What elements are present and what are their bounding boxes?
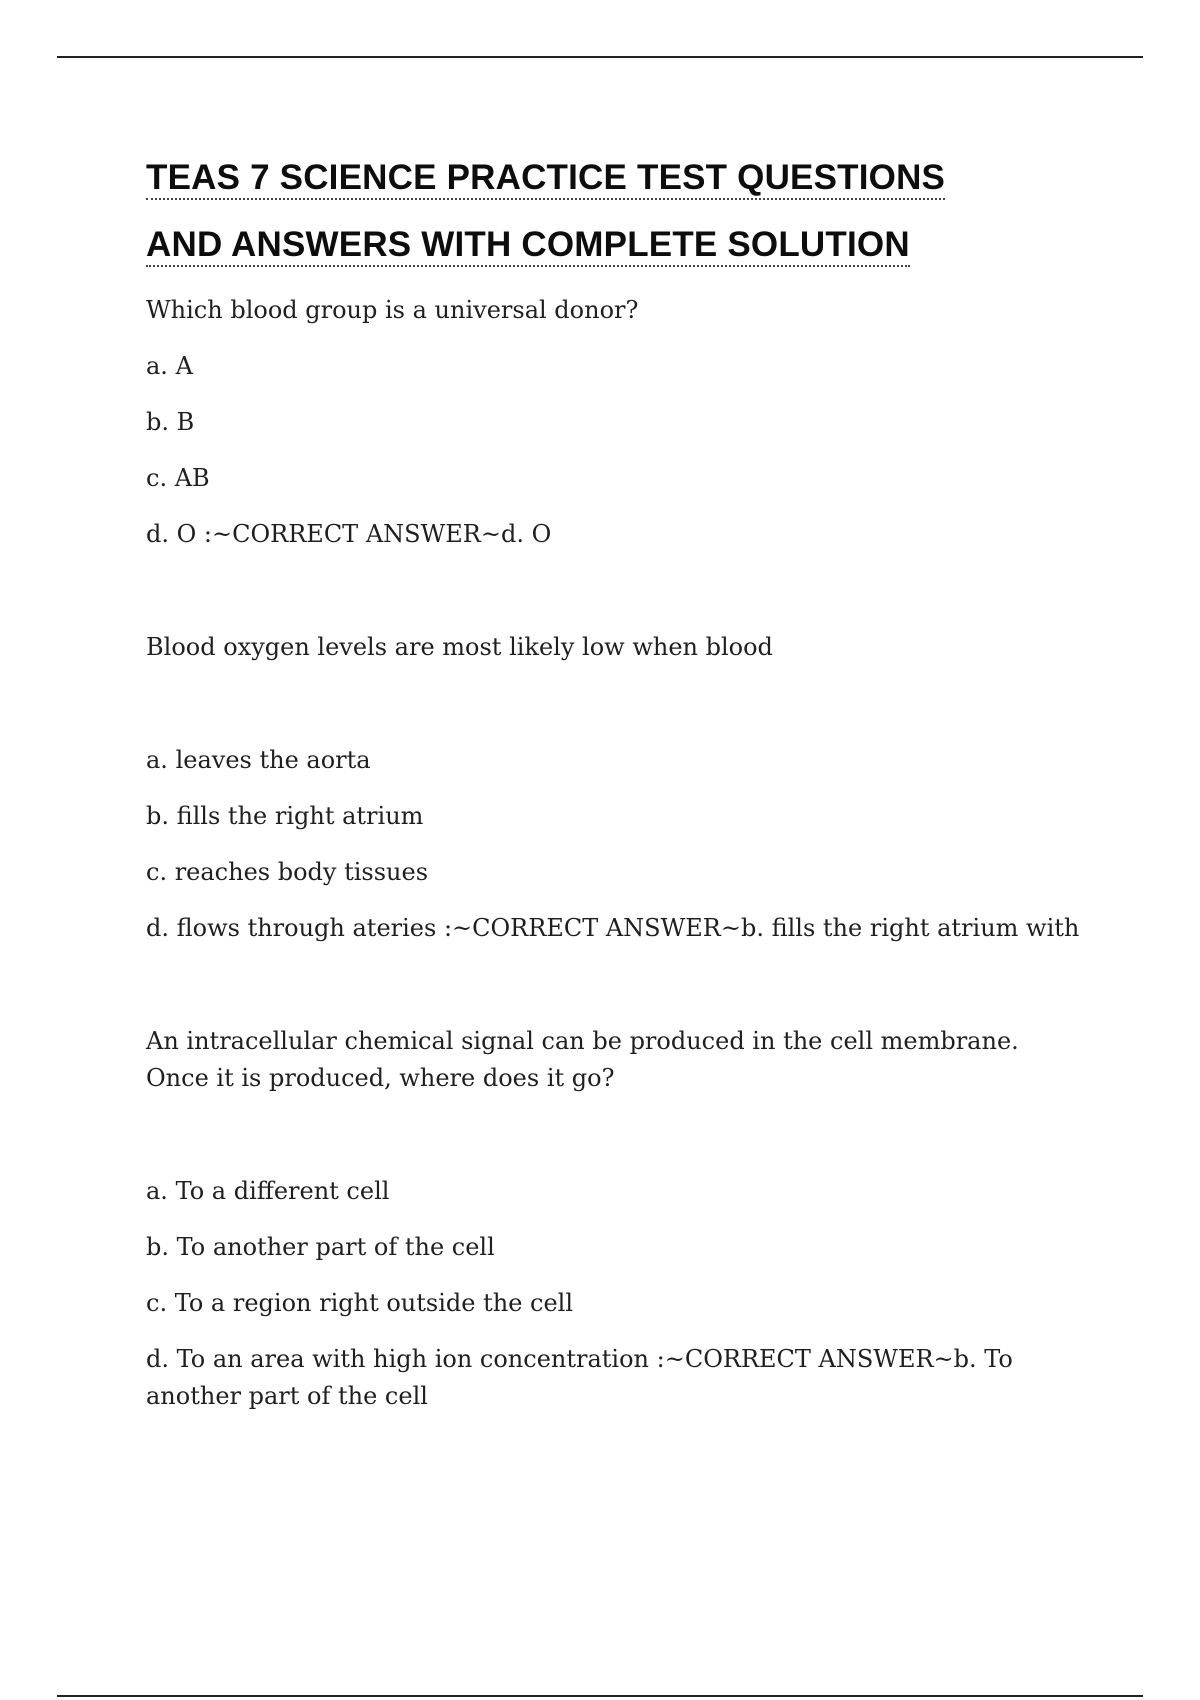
question-2-option-b: b. fills the right atrium: [146, 802, 424, 830]
question-1-option-a: a. A: [146, 352, 193, 380]
question-1-option-c: c. AB: [146, 464, 210, 492]
document-body: [146, 148, 1106, 1415]
question-3-option-c: c. To a region right outside the cell: [146, 1289, 574, 1317]
question-3-option-b: b. To another part of the cell: [146, 1233, 495, 1261]
question-1-option-d: d. O :~CORRECT ANSWER~d. O: [146, 520, 552, 548]
title-line-1: TEAS 7 SCIENCE PRACTICE TEST QUESTIONS: [146, 158, 945, 200]
question-1-option-b: b. B: [146, 408, 195, 436]
top-rule: [57, 56, 1143, 58]
question-1-text: Which blood group is a universal donor?: [146, 296, 639, 324]
question-3-option-d: d. To an area with high ion concentration :~CORRECT ANSWER~b. To another part of the cell: [146, 1345, 1013, 1410]
question-2-option-a: a. leaves the aorta: [146, 746, 371, 774]
document-title: [146, 148, 1106, 282]
question-3-option-a: a. To a different cell: [146, 1177, 390, 1205]
question-2-text: Blood oxygen levels are most likely low when blood: [146, 633, 773, 661]
question-2-option-c: c. reaches body tissues: [146, 858, 429, 886]
bottom-rule: [57, 1695, 1143, 1697]
title-line-2: AND ANSWERS WITH COMPLETE SOLUTION: [146, 225, 910, 267]
question-3-text: An intracellular chemical signal can be produced in the cell membrane. Once it is produced, where does it go?: [146, 1027, 1019, 1092]
question-2-option-d: d. flows through ateries :~CORRECT ANSWER~b. fills the right atrium with: [146, 914, 1080, 942]
